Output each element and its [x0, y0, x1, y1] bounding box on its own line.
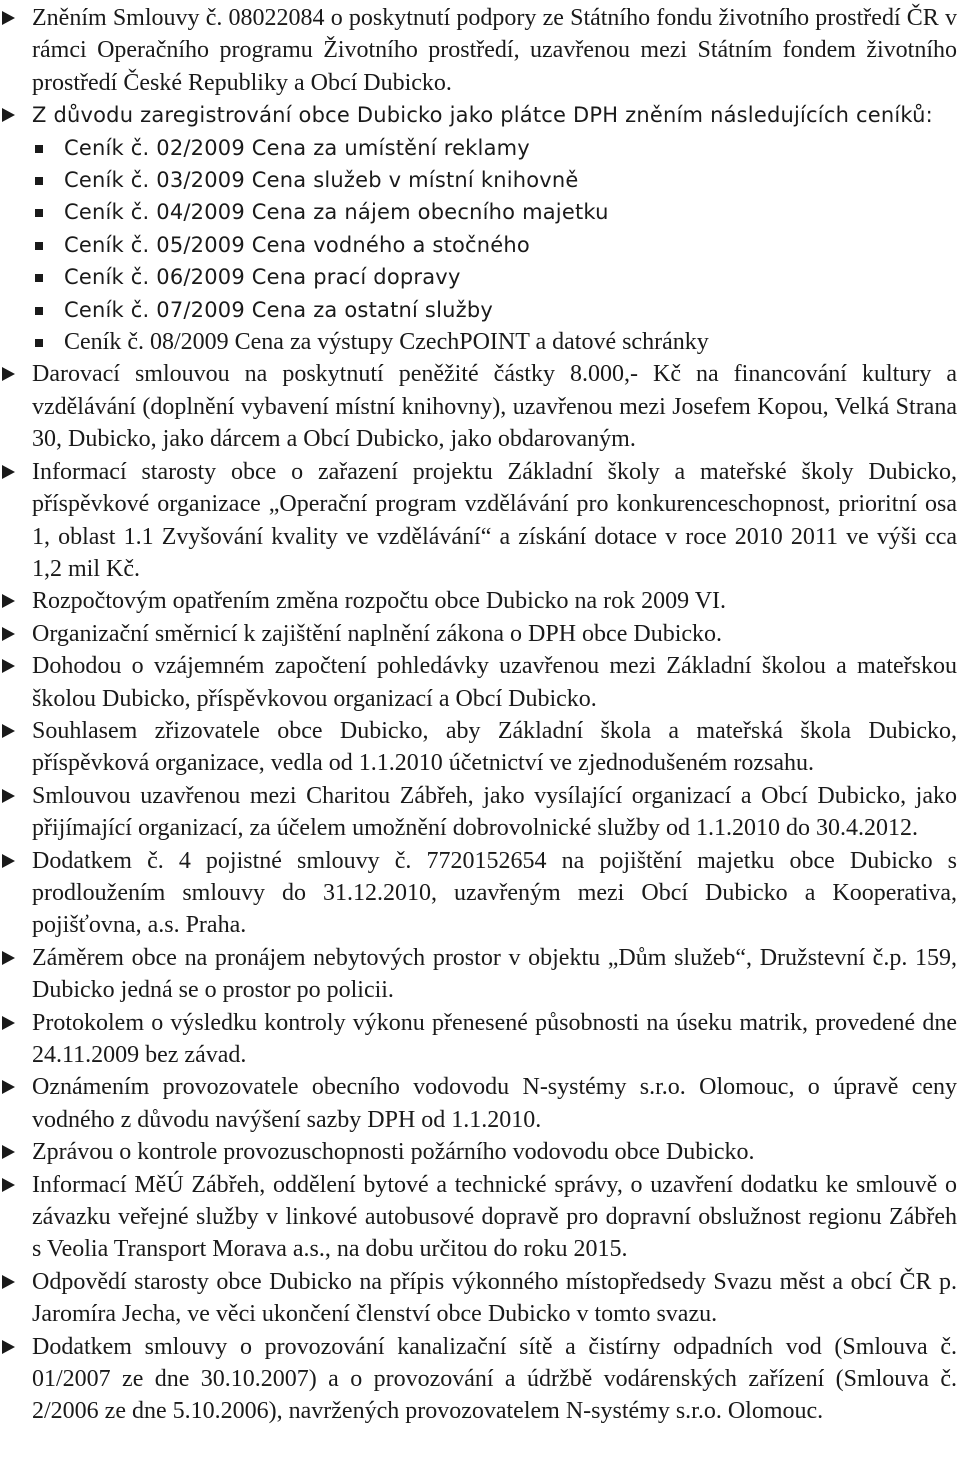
list-item	[0, 585, 957, 617]
item-text: Organizační směrnicí k zajištění naplnění zákona o DPH obce Dubicko.	[32, 620, 723, 647]
triangle-bullet-icon	[2, 951, 15, 965]
list-item	[0, 845, 957, 942]
item-text: Oznámením provozovatele obecního vodovodu N-systémy s.r.o. Olomouc, o úpravě ceny vodného z důvodu navýšení sazby DPH od 1.1.2010.	[32, 1074, 957, 1133]
sublist-item	[32, 326, 957, 358]
list-item	[0, 456, 957, 586]
triangle-bullet-icon	[2, 627, 15, 641]
list-item	[0, 1169, 957, 1266]
item-text: Rozpočtovým opatřením změna rozpočtu obce Dubicko na rok 2009 VI.	[32, 588, 727, 615]
list-item	[0, 780, 957, 845]
triangle-bullet-icon	[2, 367, 15, 381]
square-bullet-icon	[35, 307, 43, 315]
sublist-item	[32, 164, 957, 196]
triangle-bullet-icon	[2, 724, 15, 738]
triangle-bullet-icon	[2, 659, 15, 673]
triangle-bullet-icon	[2, 1080, 15, 1094]
sublist-item	[32, 196, 957, 228]
item-text: Dodatkem č. 4 pojistné smlouvy č. 7720152654 na pojištění majetku obce Dubicko s prodloužením smlouvy do 31.12.2010, uzavřeným mezi Obcí Dubicko a Kooperativa, pojišťovna, a.s. Praha.	[32, 847, 957, 939]
list-item	[0, 715, 957, 780]
item-text: Dodatkem smlouvy o provozování kanalizační sítě a čistírny odpadních vod (Smlouva č. 01/2007 ze dne 30.10.2007) a o provozování a údržbě vodárenských zařízení (Smlouva č. 2/2006 ze dne 5.10.2006), navržených provozovatelem N-systémy s.r.o. Olomouc.	[32, 1333, 957, 1425]
square-bullet-icon	[35, 177, 43, 185]
sublist-item-text: Ceník č. 04/2009 Cena za nájem obecního majetku	[64, 200, 609, 225]
item-text: Protokolem o výsledku kontroly výkonu přenesené působnosti na úseku matrik, provedené dne 24.11.2009 bez závad.	[32, 1009, 957, 1068]
triangle-bullet-icon	[2, 1016, 15, 1030]
triangle-bullet-icon	[2, 789, 15, 803]
item-text: Souhlasem zřizovatele obce Dubicko, aby Základní škola a mateřská škola Dubicko, příspěvková organizace, vedla od 1.1.2010 účetnictví ve zjednodušeném rozsahu.	[32, 717, 957, 777]
triangle-bullet-icon	[2, 108, 15, 122]
square-bullet-icon	[35, 242, 43, 250]
list-item	[0, 942, 957, 1007]
sublist-item-text: Ceník č. 02/2009 Cena za umístění reklamy	[64, 135, 530, 160]
list-item	[0, 1331, 957, 1428]
item-text: Dohodou o vzájemném započtení pohledávky uzavřenou mezi Základní školou a mateřskou školou Dubicko, příspěvkovou organizací a Obcí Dubicko.	[32, 653, 957, 712]
triangle-bullet-icon	[2, 465, 15, 479]
triangle-bullet-icon	[2, 11, 15, 25]
triangle-bullet-icon	[2, 1178, 15, 1192]
triangle-bullet-icon	[2, 594, 15, 608]
triangle-bullet-icon	[2, 1340, 15, 1354]
list-item	[0, 1266, 957, 1331]
square-bullet-icon	[35, 145, 43, 153]
list-item	[0, 650, 957, 715]
list-item	[0, 618, 957, 650]
sublist-item-text: Ceník č. 03/2009 Cena služeb v místní knihovně	[64, 168, 579, 193]
item-text: Zprávou o kontrole provozuschopnosti požárního vodovodu obce Dubicko.	[32, 1139, 755, 1166]
triangle-bullet-icon	[2, 854, 15, 868]
item-text: Záměrem obce na pronájem nebytových prostor v objektu „Dům služeb“, Družstevní č.p. 159, Dubicko jedná se o prostor po policii.	[32, 944, 957, 1004]
item-text: Informací MěÚ Zábřeh, oddělení bytové a technické správy, o uzavření dodatku ke smlouvě o závazku veřejné služby v linkové autobusové dopravě pro dopravní obslužnost regionu Zábřeh s Veolia Transport Morava a.s., na dobu určitou do roku 2015.	[32, 1171, 957, 1263]
square-bullet-icon	[35, 339, 43, 347]
item-text: Z důvodu zaregistrování obce Dubicko jako plátce DPH zněním následujících ceníků:	[32, 103, 933, 128]
list-item	[0, 358, 957, 455]
list-item	[0, 99, 957, 358]
price-list-sublist	[32, 132, 957, 359]
sublist-item-text: Ceník č. 07/2009 Cena za ostatní služby	[64, 297, 493, 322]
square-bullet-icon	[35, 209, 43, 217]
list-item	[0, 2, 957, 99]
resolution-list	[0, 2, 957, 1428]
sublist-item	[32, 294, 957, 326]
triangle-bullet-icon	[2, 1145, 15, 1159]
list-item	[0, 1071, 957, 1136]
sublist-item-text: Ceník č. 05/2009 Cena vodného a stočného	[64, 232, 530, 257]
list-item	[0, 1007, 957, 1072]
sublist-item-text: Ceník č. 06/2009 Cena prací dopravy	[64, 265, 461, 290]
sublist-item	[32, 261, 957, 293]
item-text: Odpovědí starosty obce Dubicko na přípis výkonného místopředsedy Svazu měst a obcí ČR p. Jaromíra Jecha, ve věci ukončení členství obce Dubicko v tomto svazu.	[32, 1268, 957, 1328]
sublist-item-text: Ceník č. 08/2009 Cena za výstupy CzechPOINT a datové schránky	[64, 329, 709, 356]
item-text: Informací starosty obce o zařazení projektu Základní školy a mateřské školy Dubicko, příspěvkové organizace „Operační program vzdělávání pro konkurenceschopnost, prioritní osa 1, oblast 1.1 Zvyšování kvality ve vzdělávání“ a získání dotace v roce 2010 2011 ve výši cca 1,2 mil Kč.	[32, 458, 957, 582]
item-text: Smlouvou uzavřenou mezi Charitou Zábřeh, jako vysílající organizací a Obcí Dubicko, jako přijímající organizací, za účelem umožnění dobrovolnické služby od 1.1.2010 do 30.4.2012.	[32, 782, 957, 842]
square-bullet-icon	[35, 274, 43, 282]
sublist-item	[32, 229, 957, 261]
item-text: Zněním Smlouvy č. 08022084 o poskytnutí podpory ze Státního fondu životního prostředí ČR v rámci Operačního programu Životního prostředí, uzavřenou mezi Státním fondem životního prostředí České Republiky a Obcí Dubicko.	[32, 5, 957, 96]
item-text: Darovací smlouvou na poskytnutí peněžité částky 8.000,- Kč na financování kultury a vzdělávání (doplnění vybavení místní knihovny), uzavřenou mezi Josefem Kopou, Velká Strana 30, Dubicko, jako dárcem a Obcí Dubicko, jako obdarovaným.	[32, 361, 957, 453]
sublist-item	[32, 132, 957, 164]
triangle-bullet-icon	[2, 1275, 15, 1289]
list-item	[0, 1136, 957, 1168]
